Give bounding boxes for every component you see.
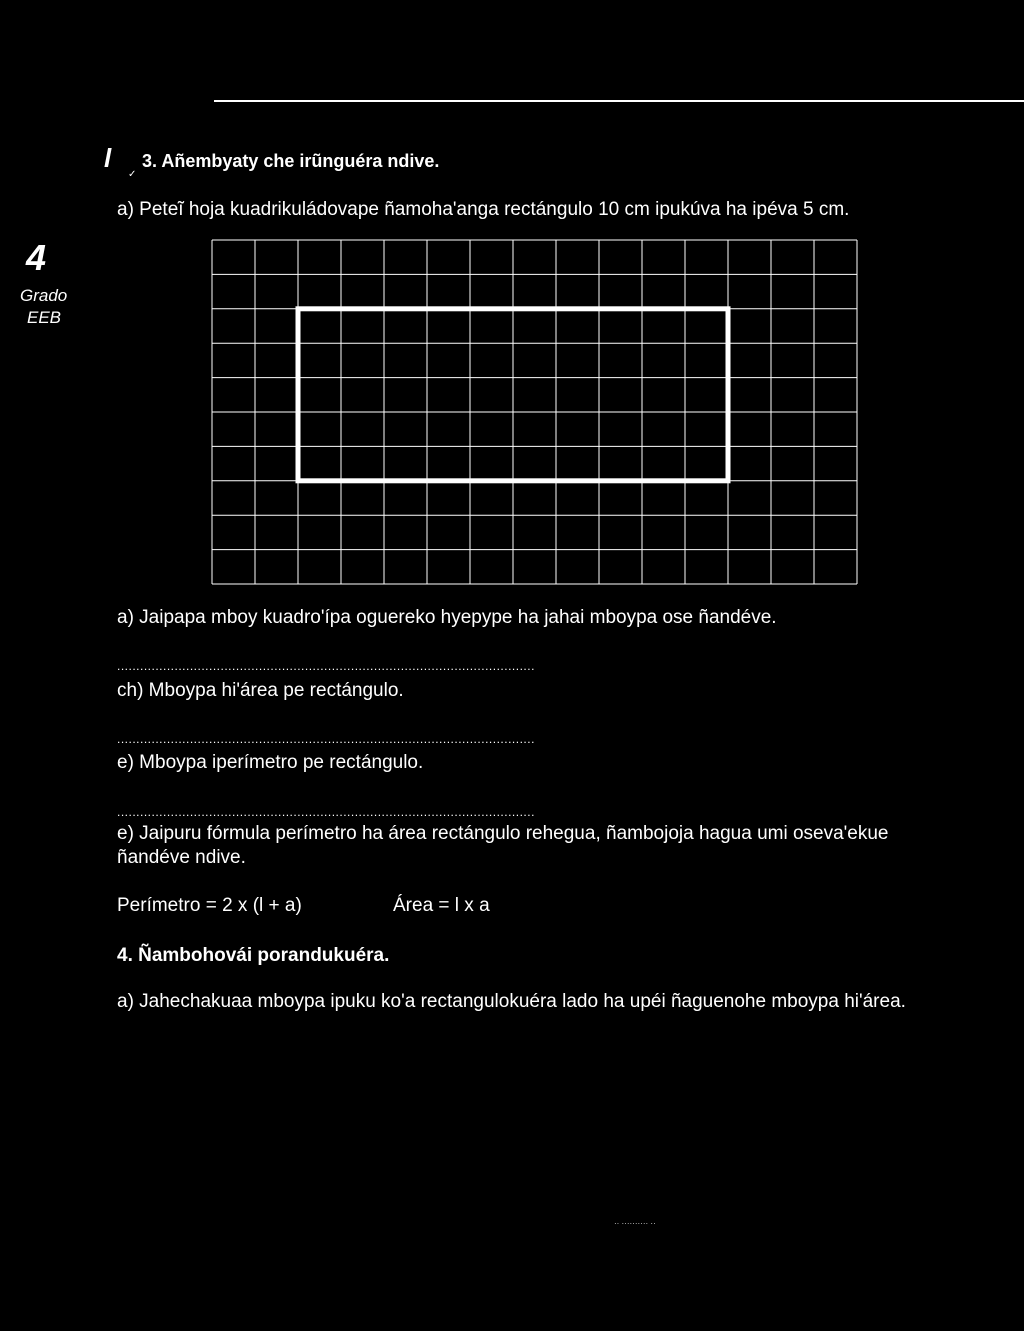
question-a-text: a) Jaipapa mboy kuadro'ípa oguereko hyepype ha jahai mboypa ose ñandéve. bbox=[117, 607, 777, 628]
question-ch-text: ch) Mboypa hi'área pe rectángulo. bbox=[117, 680, 404, 701]
area-formula: Área = l x a bbox=[393, 895, 490, 916]
grade-number: 4 bbox=[26, 237, 47, 278]
formula-instruction: e) Jaipuru fórmula perímetro ha área rectángulo rehegua, ñambojoja hagua umi oseva'ekue ñandéve ndive. bbox=[117, 823, 889, 868]
grid-paper bbox=[210, 238, 860, 586]
answer-line-ch[interactable]: ............................................................................................................. bbox=[117, 732, 535, 746]
footer-mark: ·· ·········· ·· bbox=[614, 1219, 656, 1228]
section-3-instruction: a) Peteĩ hoja kuadrikuládovape ñamoha'anga rectángulo 10 cm ipukúva ha ipéva 5 cm. bbox=[117, 199, 850, 220]
handwritten-mark-icon: l bbox=[104, 143, 112, 173]
answer-line-e[interactable]: ............................................................................................................. bbox=[117, 805, 535, 819]
top-rule bbox=[214, 100, 1024, 102]
level-label: EEB bbox=[27, 308, 62, 327]
perimeter-formula: Perímetro = 2 x (l + a) bbox=[117, 895, 302, 916]
section-4-title: 4. Ñambohovái porandukuéra. bbox=[117, 945, 390, 966]
answer-line-a[interactable]: ............................................................................................................. bbox=[117, 659, 535, 673]
section-3-title: 3. Añembyaty che irũnguéra ndive. bbox=[142, 151, 440, 171]
grade-label: Grado bbox=[20, 286, 68, 305]
section-4-question: a) Jahechakuaa mboypa ipuku ko'a rectangulokuéra lado ha upéi ñaguenohe mboypa hi'área. bbox=[117, 991, 906, 1012]
question-e-text: e) Mboypa iperímetro pe rectángulo. bbox=[117, 752, 424, 773]
tick-icon: ✓ bbox=[128, 169, 137, 180]
